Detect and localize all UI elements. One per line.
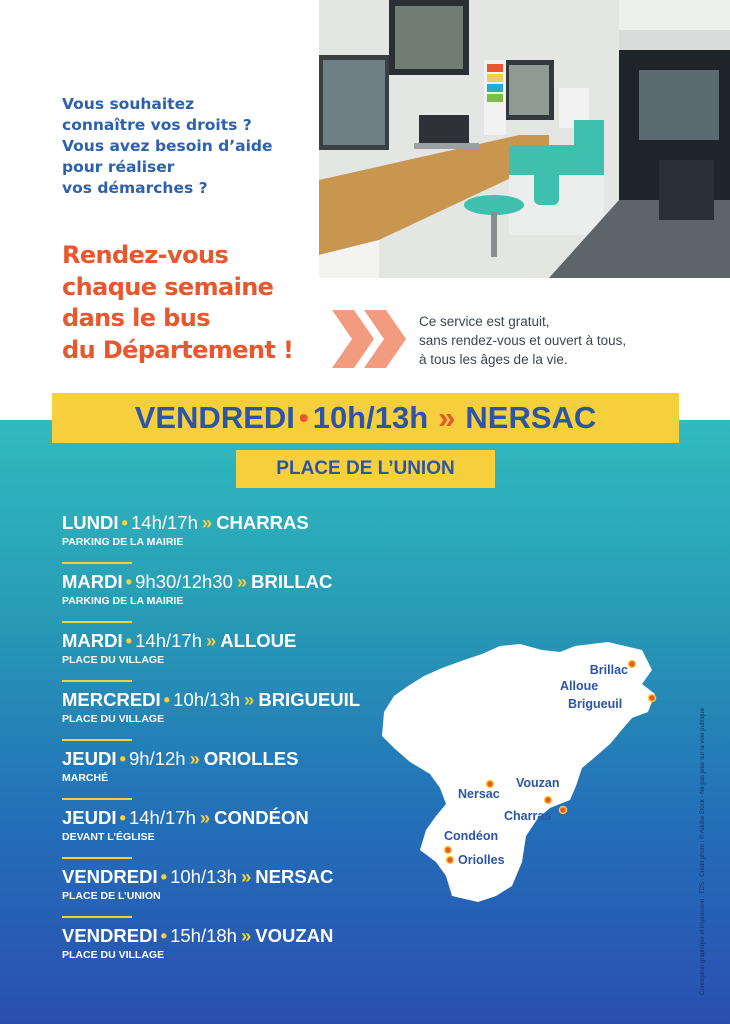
schedule-location: DEVANT L’ÉGLISE [62, 831, 155, 843]
schedule-separator: • [160, 925, 168, 946]
service-line: à tous les âges de la vie. [419, 352, 568, 367]
town-marker [560, 807, 567, 814]
schedule-day: VENDREDI [62, 925, 158, 946]
schedule-town: BRILLAC [251, 571, 333, 592]
schedule-day: MERCREDI [62, 689, 161, 710]
double-chevron-icon [330, 308, 410, 370]
headline-line: du Département ! [62, 335, 294, 364]
main-banner [52, 393, 679, 443]
map-label-brillac: Brillac [589, 663, 628, 677]
intro-line: Vous avez besoin d’aide [62, 137, 273, 155]
schedule-location: PARKING DE LA MAIRIE [62, 536, 184, 548]
schedule-hours: 14h/17h [128, 807, 196, 828]
schedule-arrow: » [240, 866, 252, 887]
schedule-entry-line [62, 925, 442, 947]
schedule-entry [62, 571, 442, 608]
schedule-divider [62, 562, 132, 564]
schedule-separator: • [125, 630, 133, 651]
schedule-divider [62, 916, 132, 918]
schedule-separator: • [163, 689, 171, 710]
schedule-divider [62, 680, 132, 682]
town-marker [649, 695, 656, 702]
schedule-separator: • [125, 571, 133, 592]
intro-line: connaître vos droits ? [62, 116, 252, 134]
schedule-hours: 15h/18h [170, 925, 237, 946]
place-banner [236, 450, 495, 488]
schedule-hours: 10h/13h [170, 866, 237, 887]
service-line: Ce service est gratuit, [419, 314, 550, 329]
map-label-alloue: Alloue [560, 679, 599, 693]
intro-text [62, 94, 312, 199]
schedule-town: NERSAC [255, 866, 334, 887]
town-marker [545, 797, 552, 804]
schedule-separator: • [160, 866, 168, 887]
schedule-arrow: » [189, 748, 200, 769]
place-banner-label: PLACE DE L’UNION [276, 458, 455, 479]
department-map [380, 640, 680, 910]
schedule-hours: 9h30/12h30 [135, 571, 233, 592]
map-label-nersac: Nersac [458, 787, 500, 801]
map-label-condeon: Condéon [444, 829, 499, 843]
headline-line: dans le bus [62, 304, 210, 332]
bus-interior-photo [319, 0, 730, 278]
schedule-day: MARDI [62, 571, 123, 592]
main-banner-separator: • [298, 402, 309, 433]
schedule-day: VENDREDI [62, 866, 158, 887]
schedule-location: MARCHÉ [62, 772, 109, 784]
town-marker [629, 661, 636, 668]
schedule-arrow: » [240, 925, 252, 946]
schedule-divider [62, 798, 132, 800]
town-marker [447, 857, 454, 864]
credits [690, 640, 704, 1000]
schedule-entry-line [62, 571, 442, 593]
schedule-town: CHARRAS [216, 512, 309, 533]
schedule-separator: • [119, 807, 126, 828]
schedule-arrow: » [206, 630, 217, 651]
schedule-separator: • [119, 748, 126, 769]
department-shape [382, 642, 655, 902]
schedule-hours: 9h/12h [128, 748, 186, 769]
schedule-day: LUNDI [62, 512, 119, 533]
schedule-town: ORIOLLES [203, 748, 299, 769]
schedule-location: PLACE DU VILLAGE [62, 713, 165, 725]
schedule-day: MARDI [62, 630, 123, 651]
headline [62, 240, 332, 366]
schedule-town: VOUZAN [255, 925, 334, 946]
schedule-arrow: » [244, 689, 255, 710]
main-banner-arrow: » [438, 400, 456, 435]
map-label-brigueuil: Brigueuil [568, 697, 623, 711]
schedule-location: PARKING DE LA MAIRIE [62, 595, 184, 607]
schedule-divider [62, 739, 132, 741]
schedule-town: CONDÉON [214, 807, 309, 828]
schedule-entry [62, 512, 442, 549]
schedule-divider [62, 857, 132, 859]
schedule-day: JEUDI [62, 748, 117, 769]
town-marker [445, 847, 452, 854]
intro-line: Vous souhaitez [62, 95, 195, 113]
schedule-location: PLACE DE L’UNION [62, 890, 161, 902]
schedule-location: PLACE DU VILLAGE [62, 949, 165, 961]
schedule-hours: 10h/13h [173, 689, 241, 710]
schedule-arrow: » [201, 512, 213, 533]
map-label-vouzan: Vouzan [516, 776, 560, 790]
map-label-charras: Charras [504, 809, 552, 823]
schedule-location: PLACE DU VILLAGE [62, 654, 165, 666]
schedule-separator: • [121, 512, 129, 533]
intro-line: vos démarches ? [62, 179, 208, 197]
main-banner-hours: 10h/13h [312, 400, 429, 435]
credits-text: Conception graphique et impression : TDS - Crédit photo : © Adobe Stock - Ne pas jeter sur la voie publique [700, 708, 706, 995]
schedule-town: BRIGUEUIL [258, 689, 361, 710]
schedule-hours: 14h/17h [131, 512, 198, 533]
top-section [0, 0, 730, 420]
map-label-oriolles: Oriolles [458, 853, 505, 867]
headline-line: chaque semaine [62, 272, 274, 301]
service-info [419, 312, 719, 369]
main-banner-town: NERSAC [465, 400, 597, 435]
intro-line: pour réaliser [62, 158, 175, 176]
headline-line: Rendez-vous [62, 241, 229, 269]
schedule-entry [62, 925, 442, 962]
schedule-arrow: » [236, 571, 248, 592]
bus-interior-illustration [319, 0, 730, 278]
service-line: sans rendez-vous et ouvert à tous, [419, 333, 627, 348]
schedule-divider [62, 621, 132, 623]
schedule-town: ALLOUE [220, 630, 297, 651]
schedule-day: JEUDI [62, 807, 117, 828]
schedule-arrow: » [199, 807, 211, 828]
main-banner-day: VENDREDI [134, 400, 295, 435]
schedule-entry-line [62, 512, 442, 534]
schedule-hours: 14h/17h [135, 630, 202, 651]
